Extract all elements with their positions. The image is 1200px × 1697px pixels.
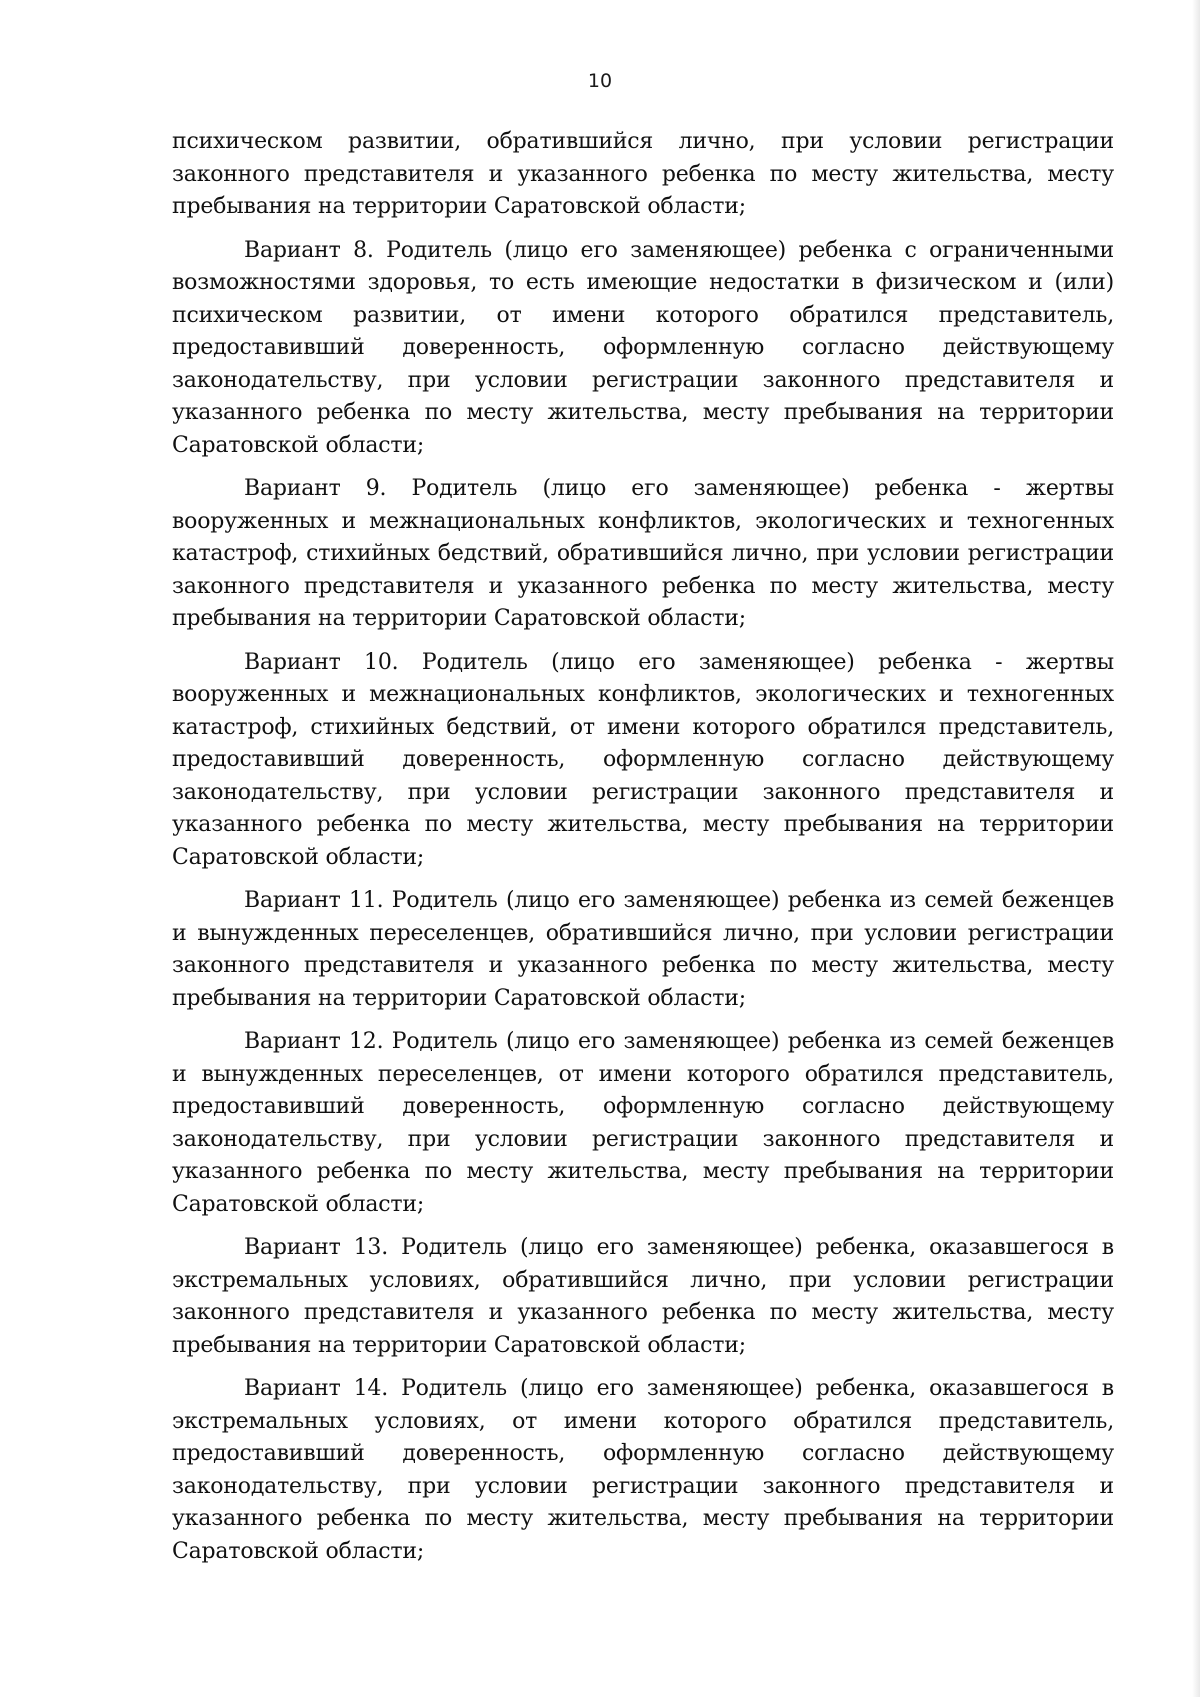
paragraph-variant-12: Вариант 12. Родитель (лицо его заменяющее) ребенка из семей беженцев и вынужденных переселенцев, от имени которого обратился представитель, предоставивший доверенность, оформленную согласно действующему законодательству, при условии регистрации законного представителя и указанного ребенка по месту жительства, месту пребывания на территории Саратовской области; — [172, 1029, 1114, 1217]
page-number: 10 — [587, 70, 613, 92]
paragraph-variant-13: Вариант 13. Родитель (лицо его заменяющее) ребенка, оказавшегося в экстремальных условиях, обратившийся лично, при условии регистрации законного представителя и указанного ребенка по месту жительства, месту пребывания на территории Саратовской области; — [172, 1235, 1114, 1358]
page-edge-shadow — [1192, 0, 1200, 1697]
document-body — [172, 126, 1114, 1579]
paragraph-variant-10: Вариант 10. Родитель (лицо его заменяющее) ребенка - жертвы вооруженных и межнациональных конфликтов, экологических и техногенных катастроф, стихийных бедствий, от имени которого обратился представитель, предоставивший доверенность, оформленную согласно действующему законодательству, при условии регистрации законного представителя и указанного ребенка по месту жительства, месту пребывания на территории Саратовской области; — [172, 649, 1114, 870]
paragraph-variant-8: Вариант 8. Родитель (лицо его заменяющее) ребенка с ограниченными возможностями здоровья, то есть имеющие недостатки в физическом и (или) психическом развитии, от имени которого обратился представитель, предоставивший доверенность, оформленную согласно действующему законодательству, при условии регистрации законного представителя и указанного ребенка по месту жительства, месту пребывания на территории Саратовской области; — [172, 237, 1114, 458]
paragraph-variant-11: Вариант 11. Родитель (лицо его заменяющее) ребенка из семей беженцев и вынужденных переселенцев, обратившийся лично, при условии регистрации законного представителя и указанного ребенка по месту жительства, месту пребывания на территории Саратовской области; — [172, 888, 1114, 1011]
paragraph-continuation: психическом развитии, обратившийся лично, при условии регистрации законного представителя и указанного ребенка по месту жительства, месту пребывания на территории Саратовской области; — [172, 129, 1114, 219]
paragraph-variant-9: Вариант 9. Родитель (лицо его заменяющее) ребенка - жертвы вооруженных и межнациональных конфликтов, экологических и техногенных катастроф, стихийных бедствий, обратившийся лично, при условии регистрации законного представителя и указанного ребенка по месту жительства, месту пребывания на территории Саратовской области; — [172, 476, 1114, 631]
paragraph-variant-14: Вариант 14. Родитель (лицо его заменяющее) ребенка, оказавшегося в экстремальных условиях, от имени которого обратился представитель, предоставивший доверенность, оформленную согласно действующему законодательству, при условии регистрации законного представителя и указанного ребенка по месту жительства, месту пребывания на территории Саратовской области; — [172, 1376, 1114, 1564]
